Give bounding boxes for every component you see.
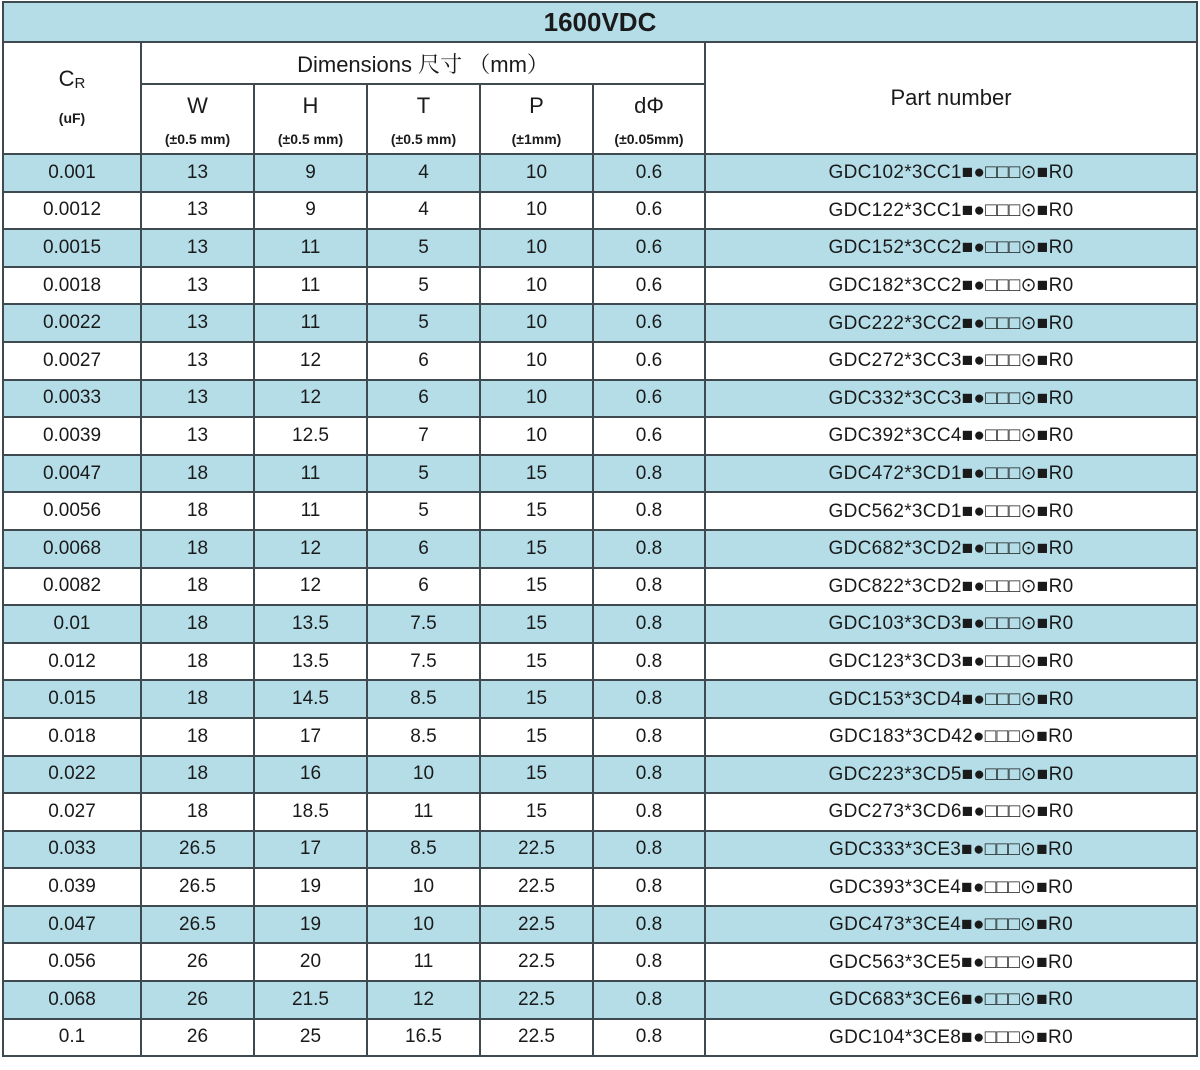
capacitance-cell: 0.027 [3,793,141,831]
table-row [3,718,1197,756]
pitch-cell: 15 [480,605,593,643]
part-number-cell: GDC683*3CE6■●□□□⊙■R0 [705,981,1197,1019]
table-row [3,417,1197,455]
table-row [3,455,1197,493]
pitch-cell: 15 [480,718,593,756]
height-cell: 16 [254,756,367,794]
lead-diameter-cell: 0.8 [593,793,705,831]
lead-diameter-cell: 0.6 [593,229,705,267]
capacitance-cell: 0.015 [3,680,141,718]
lead-diameter-cell: 0.8 [593,756,705,794]
height-cell: 11 [254,304,367,342]
table-row [3,492,1197,530]
pitch-cell: 22.5 [480,831,593,869]
part-number-cell: GDC393*3CE4■●□□□⊙■R0 [705,868,1197,906]
table-row [3,342,1197,380]
table-row [3,304,1197,342]
pitch-cell: 22.5 [480,906,593,944]
thickness-cell: 8.5 [367,680,480,718]
width-cell: 26 [141,981,254,1019]
lead-diameter-cell: 0.6 [593,267,705,305]
lead-diameter-cell: 0.8 [593,605,705,643]
capacitance-cell: 0.0018 [3,267,141,305]
dimension-symbol: H [302,93,319,118]
dimension-tolerance: (±0.05mm) [614,131,684,147]
dimension-symbol: P [529,93,544,118]
capacitance-unit: (uF) [58,109,86,126]
thickness-cell: 10 [367,756,480,794]
part-number-cell: GDC123*3CD3■●□□□⊙■R0 [705,643,1197,681]
part-number-cell: GDC272*3CC3■●□□□⊙■R0 [705,342,1197,380]
lead-diameter-cell: 0.8 [593,981,705,1019]
pitch-cell: 15 [480,455,593,493]
pitch-cell: 10 [480,154,593,192]
lead-diameter-cell: 0.8 [593,1019,705,1057]
dimension-tolerance: (±1mm) [511,131,562,147]
table-title: 1600VDC [3,2,1197,42]
width-cell: 18 [141,455,254,493]
width-cell: 18 [141,680,254,718]
height-cell: 25 [254,1019,367,1057]
thickness-cell: 5 [367,267,480,305]
lead-diameter-cell: 0.8 [593,868,705,906]
height-cell: 19 [254,868,367,906]
thickness-cell: 16.5 [367,1019,480,1057]
capacitance-cell: 0.033 [3,831,141,869]
part-number-cell: GDC152*3CC2■●□□□⊙■R0 [705,229,1197,267]
capacitance-cell: 0.0068 [3,530,141,568]
height-cell: 12 [254,568,367,606]
height-cell: 13.5 [254,643,367,681]
table-row [3,981,1197,1019]
width-cell: 18 [141,605,254,643]
thickness-cell: 8.5 [367,718,480,756]
part-number-cell: GDC104*3CE8■●□□□⊙■R0 [705,1019,1197,1057]
part-number-cell: GDC103*3CD3■●□□□⊙■R0 [705,605,1197,643]
table-row [3,568,1197,606]
width-cell: 18 [141,643,254,681]
height-cell: 12.5 [254,417,367,455]
width-cell: 26 [141,1019,254,1057]
part-number-cell: GDC183*3CD42●□□□⊙■R0 [705,718,1197,756]
thickness-cell: 11 [367,793,480,831]
width-cell: 18 [141,793,254,831]
part-number-cell: GDC563*3CE5■●□□□⊙■R0 [705,943,1197,981]
lead-diameter-cell: 0.6 [593,304,705,342]
pitch-cell: 15 [480,680,593,718]
lead-diameter-cell: 0.8 [593,492,705,530]
table-row [3,680,1197,718]
width-cell: 13 [141,229,254,267]
table-row [3,868,1197,906]
height-cell: 18.5 [254,793,367,831]
capacitance-cell: 0.0033 [3,380,141,418]
part-number-cell: GDC473*3CE4■●□□□⊙■R0 [705,906,1197,944]
dimension-column-header [367,84,480,154]
pitch-cell: 10 [480,304,593,342]
thickness-cell: 7 [367,417,480,455]
capacitance-header [3,42,141,154]
part-number-cell: GDC562*3CD1■●□□□⊙■R0 [705,492,1197,530]
thickness-cell: 5 [367,229,480,267]
capacitance-cell: 0.018 [3,718,141,756]
dimension-symbol: dΦ [634,93,664,118]
lead-diameter-cell: 0.8 [593,831,705,869]
lead-diameter-cell: 0.6 [593,342,705,380]
pitch-cell: 10 [480,192,593,230]
lead-diameter-cell: 0.6 [593,380,705,418]
capacitance-symbol: C [58,65,75,91]
capacitance-cell: 0.012 [3,643,141,681]
width-cell: 26.5 [141,831,254,869]
thickness-cell: 6 [367,568,480,606]
width-cell: 18 [141,530,254,568]
lead-diameter-cell: 0.6 [593,192,705,230]
height-cell: 14.5 [254,680,367,718]
capacitance-cell: 0.01 [3,605,141,643]
dimensions-header: Dimensions 尺寸 （mm） [141,42,705,84]
dimension-column-header [254,84,367,154]
part-number-cell: GDC223*3CD5■●□□□⊙■R0 [705,756,1197,794]
thickness-cell: 5 [367,455,480,493]
part-number-cell: GDC333*3CE3■●□□□⊙■R0 [705,831,1197,869]
lead-diameter-cell: 0.8 [593,568,705,606]
width-cell: 18 [141,718,254,756]
capacitor-spec-table [2,1,1198,1057]
capacitance-cell: 0.0039 [3,417,141,455]
table-row [3,943,1197,981]
height-cell: 12 [254,342,367,380]
height-cell: 11 [254,229,367,267]
part-number-cell: GDC682*3CD2■●□□□⊙■R0 [705,530,1197,568]
table-row [3,154,1197,192]
table-row [3,906,1197,944]
dimension-column-header [593,84,705,154]
capacitance-cell: 0.0027 [3,342,141,380]
dimension-tolerance: (±0.5 mm) [164,131,231,147]
part-number-cell: GDC332*3CC3■●□□□⊙■R0 [705,380,1197,418]
pitch-cell: 10 [480,229,593,267]
table-row [3,229,1197,267]
width-cell: 13 [141,342,254,380]
dimension-symbol: T [416,93,431,118]
pitch-cell: 10 [480,342,593,380]
height-cell: 11 [254,267,367,305]
part-number-cell: GDC122*3CC1■●□□□⊙■R0 [705,192,1197,230]
part-number-header: Part number [705,42,1197,154]
part-number-cell: GDC472*3CD1■●□□□⊙■R0 [705,455,1197,493]
width-cell: 13 [141,417,254,455]
pitch-cell: 15 [480,756,593,794]
table-row [3,831,1197,869]
height-cell: 11 [254,492,367,530]
table-row [3,793,1197,831]
part-number-cell: GDC102*3CC1■●□□□⊙■R0 [705,154,1197,192]
thickness-cell: 4 [367,192,480,230]
part-number-cell: GDC222*3CC2■●□□□⊙■R0 [705,304,1197,342]
thickness-cell: 8.5 [367,831,480,869]
lead-diameter-cell: 0.8 [593,943,705,981]
width-cell: 13 [141,267,254,305]
width-cell: 26 [141,943,254,981]
capacitance-cell: 0.0056 [3,492,141,530]
pitch-cell: 22.5 [480,981,593,1019]
thickness-cell: 7.5 [367,605,480,643]
table-row [3,605,1197,643]
dimension-tolerance: (±0.5 mm) [390,131,457,147]
width-cell: 26.5 [141,868,254,906]
pitch-cell: 15 [480,530,593,568]
capacitance-cell: 0.1 [3,1019,141,1057]
part-number-cell: GDC273*3CD6■●□□□⊙■R0 [705,793,1197,831]
thickness-cell: 6 [367,530,480,568]
capacitance-subscript: R [74,74,86,92]
table-row [3,192,1197,230]
lead-diameter-cell: 0.8 [593,530,705,568]
height-cell: 20 [254,943,367,981]
height-cell: 9 [254,192,367,230]
thickness-cell: 6 [367,342,480,380]
capacitance-cell: 0.001 [3,154,141,192]
pitch-cell: 10 [480,417,593,455]
dimension-tolerance: (±0.5 mm) [277,131,344,147]
part-number-cell: GDC153*3CD4■●□□□⊙■R0 [705,680,1197,718]
thickness-cell: 5 [367,304,480,342]
table-row [3,756,1197,794]
pitch-cell: 15 [480,568,593,606]
dimension-column-header [480,84,593,154]
lead-diameter-cell: 0.6 [593,417,705,455]
thickness-cell: 7.5 [367,643,480,681]
height-cell: 19 [254,906,367,944]
lead-diameter-cell: 0.8 [593,680,705,718]
height-cell: 12 [254,530,367,568]
capacitance-cell: 0.0015 [3,229,141,267]
capacitance-cell: 0.047 [3,906,141,944]
table-row [3,380,1197,418]
width-cell: 18 [141,568,254,606]
height-cell: 13.5 [254,605,367,643]
lead-diameter-cell: 0.8 [593,906,705,944]
table-row [3,267,1197,305]
height-cell: 12 [254,380,367,418]
capacitance-cell: 0.0047 [3,455,141,493]
lead-diameter-cell: 0.8 [593,455,705,493]
capacitance-cell: 0.068 [3,981,141,1019]
capacitance-cell: 0.0082 [3,568,141,606]
pitch-cell: 22.5 [480,943,593,981]
pitch-cell: 22.5 [480,1019,593,1057]
height-cell: 21.5 [254,981,367,1019]
height-cell: 11 [254,455,367,493]
width-cell: 13 [141,192,254,230]
lead-diameter-cell: 0.6 [593,154,705,192]
height-cell: 17 [254,718,367,756]
height-cell: 9 [254,154,367,192]
table-row [3,1019,1197,1057]
capacitance-cell: 0.039 [3,868,141,906]
width-cell: 26.5 [141,906,254,944]
pitch-cell: 15 [480,793,593,831]
thickness-cell: 10 [367,868,480,906]
pitch-cell: 22.5 [480,868,593,906]
thickness-cell: 5 [367,492,480,530]
thickness-cell: 4 [367,154,480,192]
table-row [3,530,1197,568]
thickness-cell: 10 [367,906,480,944]
part-number-cell: GDC392*3CC4■●□□□⊙■R0 [705,417,1197,455]
part-number-cell: GDC182*3CC2■●□□□⊙■R0 [705,267,1197,305]
width-cell: 13 [141,154,254,192]
height-cell: 17 [254,831,367,869]
dimension-column-header [141,84,254,154]
pitch-cell: 15 [480,643,593,681]
thickness-cell: 12 [367,981,480,1019]
capacitance-cell: 0.0022 [3,304,141,342]
thickness-cell: 6 [367,380,480,418]
width-cell: 18 [141,756,254,794]
pitch-cell: 15 [480,492,593,530]
width-cell: 13 [141,304,254,342]
part-number-cell: GDC822*3CD2■●□□□⊙■R0 [705,568,1197,606]
dimension-symbol: W [187,93,208,118]
pitch-cell: 10 [480,267,593,305]
capacitance-cell: 0.0012 [3,192,141,230]
thickness-cell: 11 [367,943,480,981]
lead-diameter-cell: 0.8 [593,718,705,756]
capacitance-cell: 0.022 [3,756,141,794]
table-row [3,643,1197,681]
lead-diameter-cell: 0.8 [593,643,705,681]
width-cell: 13 [141,380,254,418]
capacitance-cell: 0.056 [3,943,141,981]
width-cell: 18 [141,492,254,530]
pitch-cell: 10 [480,380,593,418]
